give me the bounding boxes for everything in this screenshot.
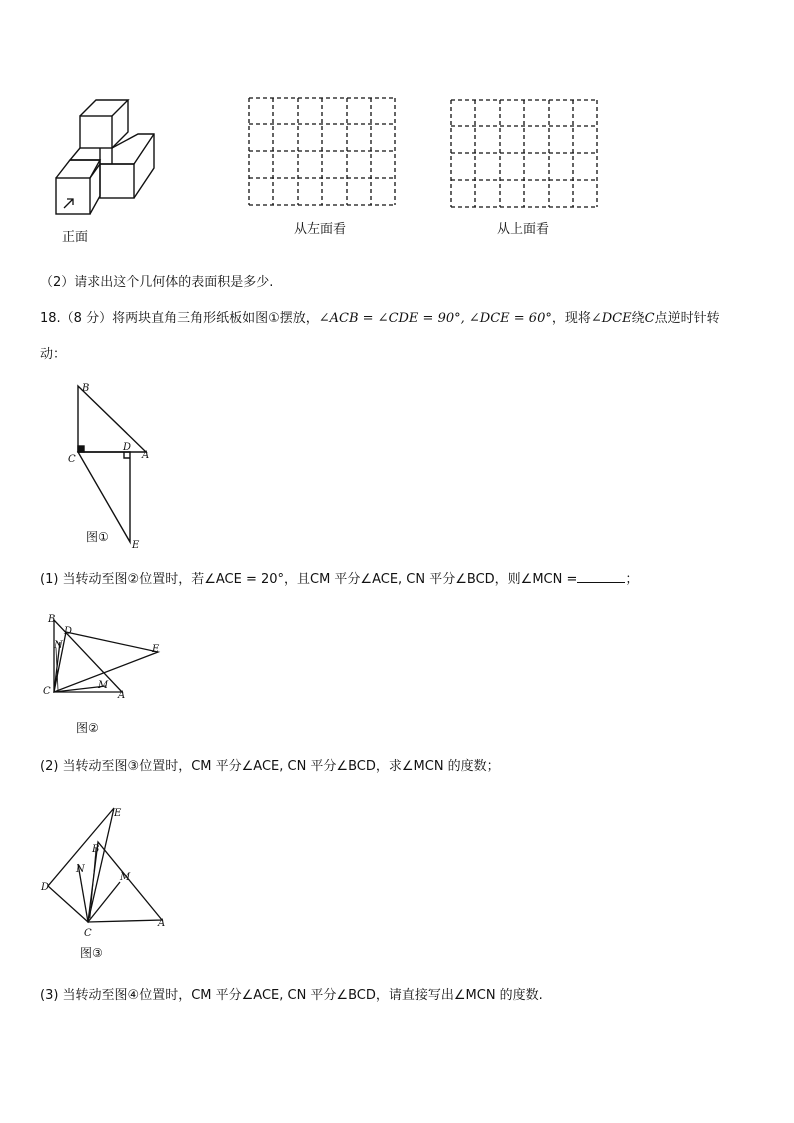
sub-question-1-text: (1) 当转动至图②位置时，若∠ACE = 20°，且CM 平分∠ACE, CN 平分∠BCD，则∠MCN = — [40, 572, 578, 587]
q18-intro-line2: 动： — [40, 347, 67, 362]
q18-intro-math3: C — [644, 311, 655, 326]
sub-question-1 — [40, 568, 638, 587]
q18-intro — [40, 307, 720, 326]
figure-2 — [40, 612, 180, 738]
point-E-label: E — [132, 540, 140, 551]
sub-question-2: (2) 当转动至图③位置时，CM 平分∠ACE, CN 平分∠BCD，求∠MCN 的度数； — [40, 759, 500, 774]
point-A-label-3: A — [158, 918, 166, 929]
q18-intro-math: ∠ACB = ∠CDE = 90°, ∠DCE = 60° — [318, 311, 552, 326]
top-view-grid — [450, 98, 600, 210]
point-A-label-2: A — [118, 690, 126, 701]
q18-intro-suffix2: 点逆时针转 — [654, 311, 720, 326]
point-N-label-2: N — [54, 640, 63, 651]
point-D-label-3: D — [41, 882, 50, 893]
left-view-grid — [248, 96, 398, 208]
point-M-label-2: M — [98, 680, 109, 691]
arrow-icon — [62, 196, 76, 210]
point-A-label: A — [142, 450, 150, 461]
figure-3-caption: 图③ — [80, 946, 103, 960]
sub-question-1-end: ； — [625, 572, 639, 587]
point-C-label-3: C — [84, 928, 92, 939]
sub-question-3: (3) 当转动至图④位置时，CM 平分∠ACE, CN 平分∠BCD，请直接写出∠MCN 的度数. — [40, 988, 543, 1003]
figure-1-caption: 图① — [86, 530, 109, 544]
figure-2-caption: 图② — [76, 721, 99, 735]
point-B-label-3: B — [92, 844, 100, 855]
point-D-label: D — [123, 442, 132, 453]
point-B-label: B — [82, 383, 90, 394]
front-label: 正面 — [62, 230, 89, 245]
answer-blank[interactable] — [577, 571, 625, 583]
figure-1 — [66, 380, 166, 555]
point-C-label-2: C — [43, 686, 51, 697]
q18-intro-math2: ∠DCE — [590, 311, 632, 326]
part2-question: （2）请求出这个几何体的表面积是多少. — [40, 275, 274, 290]
point-N-label-3: N — [76, 864, 85, 875]
point-E-label-3: E — [114, 808, 122, 819]
q18-intro-prefix: 18.（8 分）将两块直角三角形纸板如图①摆放， — [40, 311, 319, 326]
point-C-label: C — [68, 454, 76, 465]
q18-intro-mid: ，现将 — [551, 311, 591, 326]
q18-intro-suffix: 绕 — [631, 311, 645, 326]
point-E-label-2: E — [152, 644, 160, 655]
point-B-label-2: B — [48, 614, 56, 625]
left-view-label: 从左面看 — [294, 222, 347, 237]
top-view-label: 从上面看 — [497, 222, 550, 237]
figure-3 — [38, 802, 178, 962]
point-M-label-3: M — [120, 872, 131, 883]
point-D-label-2: D — [64, 626, 73, 637]
